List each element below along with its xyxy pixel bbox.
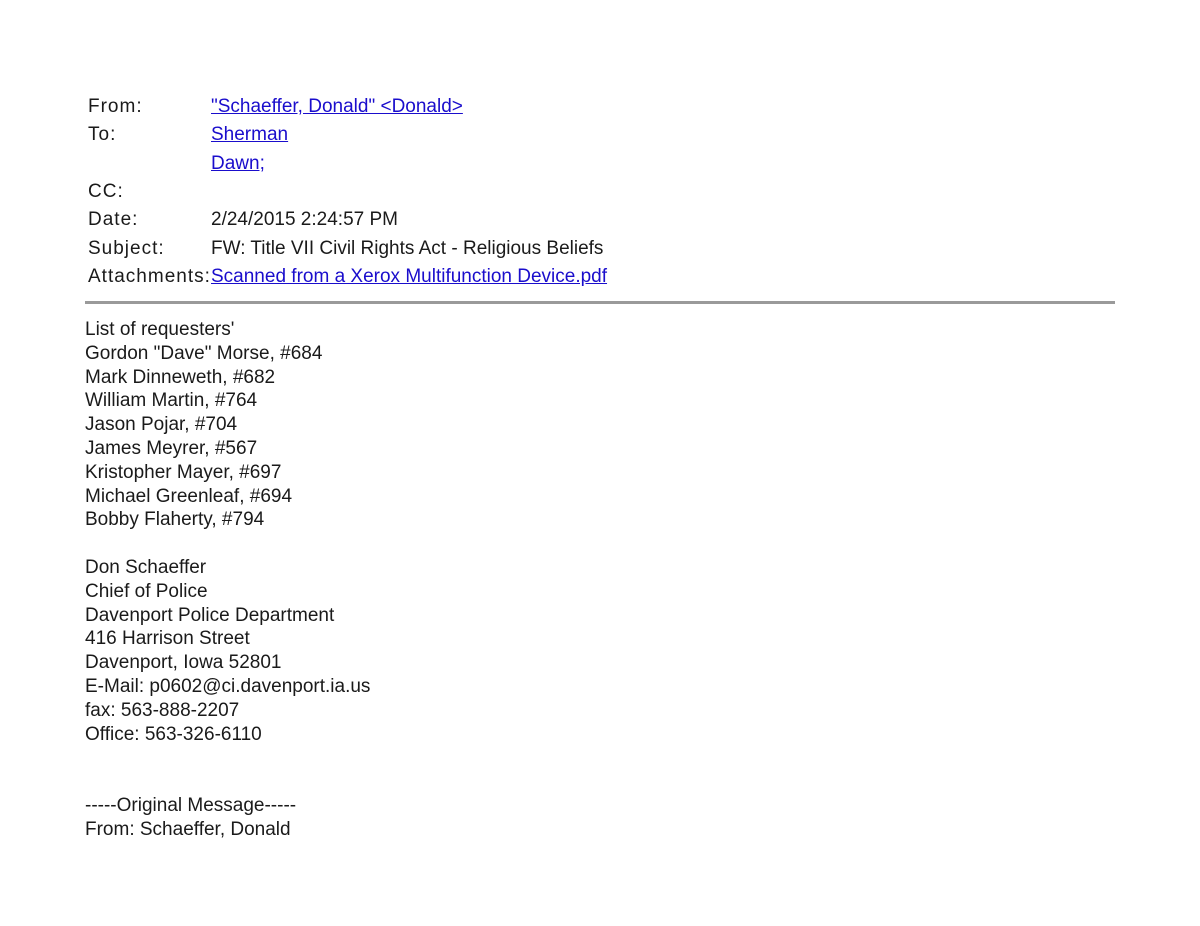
original-message-marker: -----Original Message-----	[85, 794, 297, 816]
subject-row	[88, 234, 1118, 262]
requester-item: Michael Greenleaf, #694	[85, 485, 293, 507]
attachments-label: Attachments:	[88, 265, 211, 287]
date-row	[88, 206, 1118, 234]
requester-item: Jason Pojar, #704	[85, 414, 238, 436]
attachments-row	[88, 263, 1118, 291]
cc-row	[88, 178, 1118, 206]
signature-fax: fax: 563-888-2207	[85, 699, 240, 721]
subject-label: Subject:	[88, 237, 165, 259]
date-label: Date:	[88, 209, 139, 231]
requester-item: James Meyrer, #567	[85, 437, 258, 459]
requester-item: William Martin, #764	[85, 390, 258, 412]
email-body	[85, 318, 370, 842]
to-row	[88, 121, 1118, 149]
paragraph-spacer	[85, 532, 370, 556]
header-divider	[85, 301, 1115, 304]
attachment-link[interactable]: Scanned from a Xerox Multifunction Device.pdf	[211, 265, 608, 287]
paragraph-spacer	[85, 746, 370, 794]
requester-item: Kristopher Mayer, #697	[85, 461, 282, 483]
to-recipient-link[interactable]: Dawn;	[211, 152, 265, 174]
from-label: From:	[88, 96, 143, 118]
to-row-continued	[88, 150, 1118, 178]
date-value: 2/24/2015 2:24:57 PM	[211, 209, 398, 231]
requester-item: Bobby Flaherty, #794	[85, 509, 265, 531]
requesters-heading: List of requesters'	[85, 319, 235, 340]
signature-title: Chief of Police	[85, 580, 208, 602]
signature-department: Davenport Police Department	[85, 604, 335, 626]
signature-office: Office: 563-326-6110	[85, 723, 262, 745]
original-from: From: Schaeffer, Donald	[85, 818, 291, 840]
signature-street: 416 Harrison Street	[85, 628, 250, 650]
from-row	[88, 93, 1118, 121]
from-sender-link[interactable]: "Schaeffer, Donald" <Donald>	[211, 96, 463, 118]
requester-item: Mark Dinneweth, #682	[85, 366, 276, 388]
signature-city: Davenport, Iowa 52801	[85, 652, 282, 674]
cc-label: CC:	[88, 181, 124, 203]
to-recipient-link[interactable]: Sherman	[211, 124, 289, 146]
email-header	[88, 93, 1118, 291]
signature-name: Don Schaeffer	[85, 556, 207, 578]
subject-value: FW: Title VII Civil Rights Act - Religious Beliefs	[211, 237, 604, 259]
requester-item: Gordon "Dave" Morse, #684	[85, 342, 323, 364]
to-label: To:	[88, 124, 117, 146]
signature-email: E-Mail: p0602@ci.davenport.ia.us	[85, 675, 371, 697]
